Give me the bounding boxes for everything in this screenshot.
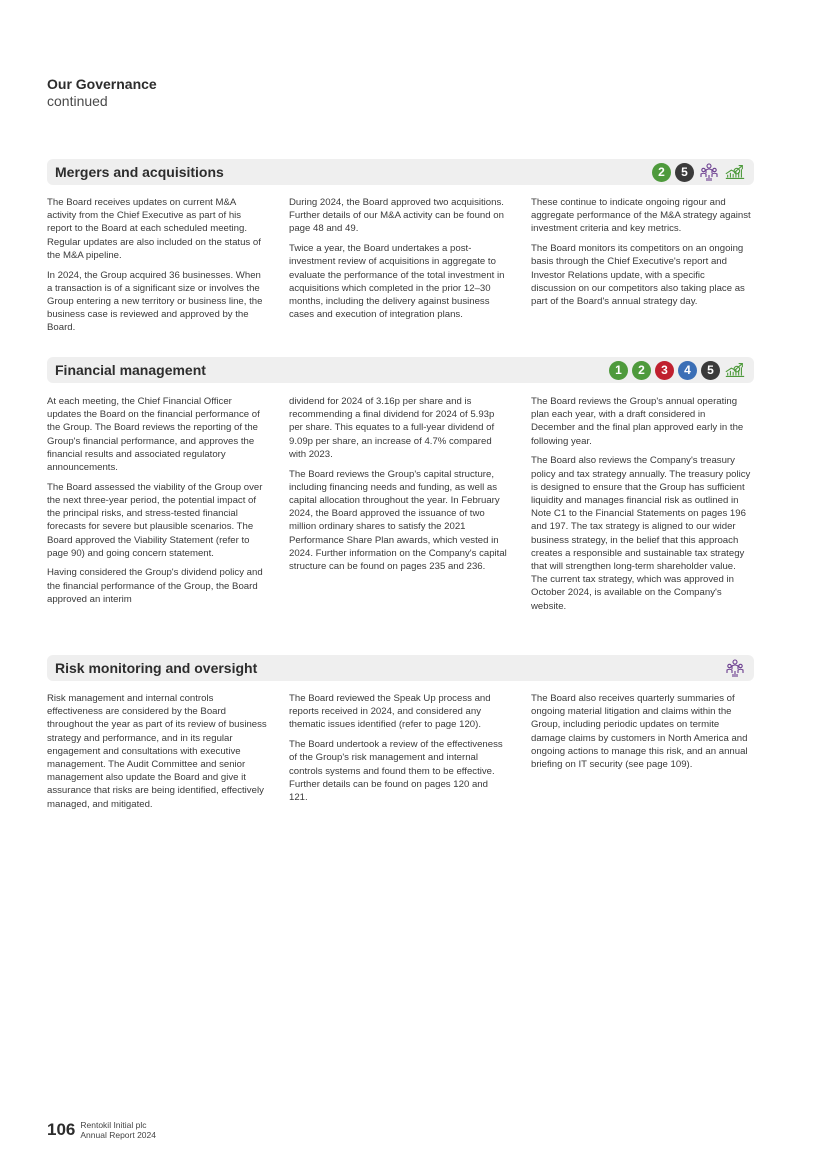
paragraph: The Board reviews the Group's capital structure, including financing needs and funding, as well as capital allocation throughout the year. In February 2024, the Board approved the issuance of two million ordinary shares to satisfy the 2021 Performance Share Plan awards, which vested in 2024. Further information on the Company's capital structure can be found on pages 235 and 236. [289,468,507,572]
financial-col-1 [47,395,267,613]
growth-chart-icon [724,161,746,183]
paragraph: The Board receives updates on current M&A activity from the Chief Executive as part of his report to the Board at each scheduled meeting. Regular updates are also included on the status of the M&A pipeline. [47,197,261,261]
paragraph: Risk management and internal controls effectiveness are considered by the Board throughout the year as part of its review of business strategy and performance, and in its regular engagement and consultations with executive management. The Audit Committee and senior management also update the Board and give it assurance that risks are being identified, effectively managed, and mitigated. [47,693,267,810]
paragraph: At each meeting, the Chief Financial Officer updates the Board on the financial performance of the Group. The Board reviews the reporting of the Group's financial performance, and approves the financial results and associated regulatory announcements. [47,396,260,474]
badge-2: 2 [632,361,651,380]
report-name: Annual Report 2024 [80,1130,156,1140]
mergers-col-2 [289,196,509,328]
section-header-financial [47,357,754,383]
paragraph: The Board monitors its competitors on an ongoing basis through the Chief Executive's report and Investor Relations update, with a specific discussion on our competitors also taking place as part of the Board's annual strategy day. [531,243,745,307]
people-group-icon [698,161,720,183]
risk-col-2 [289,692,509,811]
section-header-mergers [47,159,754,185]
paragraph: The Board reviewed the Speak Up process and reports received in 2024, and considered any thematic issues identified (refer to page 120). [289,693,491,731]
financial-col-3 [531,395,751,619]
paragraph: Twice a year, the Board undertakes a post-investment review of acquisitions in aggregate to evaluate the performance of the total investment in acquisitions which completed in the prior 12–30 months, including the delivery against business cases and execution of integration plans. [289,243,505,321]
footer-meta [80,1120,156,1140]
paragraph: In 2024, the Group acquired 36 businesses. When a transaction is of a significant size or involves the Group entering a new territory or business line, the business case is reviewed and approved by the Board. [47,269,263,334]
growth-chart-icon [724,359,746,381]
risk-col-3 [531,692,751,778]
badge-3: 3 [655,361,674,380]
section-header-risk [47,655,754,681]
mergers-col-1 [47,196,267,341]
paragraph: Having considered the Group's dividend policy and the financial performance of the Group, the Board approved an interim [47,567,263,605]
badge-2: 2 [652,163,671,182]
page-footer [47,1120,156,1140]
badge-1: 1 [609,361,628,380]
paragraph: These continue to indicate ongoing rigour and aggregate performance of the M&A strategy against investment criteria and key metrics. [531,197,751,235]
badge-5: 5 [675,163,694,182]
badge-5: 5 [701,361,720,380]
badge-4: 4 [678,361,697,380]
section-title: Mergers and acquisitions [55,164,224,180]
paragraph: The Board assessed the viability of the Group over the next three-year period, the potential impact of the principal risks, and stress-tested financial forecasts for severe but plausible scenarios. The Board approved the Viability Statement (refer to page 90) and going concern statement. [47,481,263,559]
section-title: Risk monitoring and oversight [55,660,258,676]
strategy-badges [609,359,746,381]
section-title: Financial management [55,362,206,378]
page-title: Our Governance [47,76,157,92]
strategy-badges [724,657,746,679]
paragraph: dividend for 2024 of 3.16p per share and is recommending a final dividend for 2024 of 5.93p per share. This equates to a full-year dividend of 9.09p per share, an increase of 4.7% compared with 2023. [289,396,495,460]
financial-col-2 [289,395,509,580]
paragraph: The Board also receives quarterly summaries of ongoing material litigation and claims within the Group, including periodic updates on termite damage claims by customers in North America and ongoing actions to manage this risk, and an annual briefing on IT security (see page 109). [531,693,748,771]
page-header [47,76,157,110]
people-group-icon [724,657,746,679]
page-number: 106 [47,1120,76,1139]
strategy-badges [652,161,746,183]
page-subtitle: continued [47,93,108,109]
company-name: Rentokil Initial plc [80,1120,147,1130]
risk-col-1 [47,692,267,817]
paragraph: The Board undertook a review of the effectiveness of the Group's risk management and internal controls systems and found them to be effective. Further details can be found on pages 120 and 121. [289,739,503,803]
mergers-col-3 [531,196,751,315]
paragraph: During 2024, the Board approved two acquisitions. Further details of our M&A activity can be found on page 48 and 49. [289,197,504,235]
paragraph: The Board reviews the Group's annual operating plan each year, with a draft considered in December and the final plan approved early in the following year. [531,396,744,447]
paragraph: The Board also reviews the Company's treasury policy and tax strategy annually. The treasury policy is designed to ensure that the Group has sufficient liquidity and manages financial risk as outlined in Note C1 to the Financial Statements on pages 196 and 197. The tax strategy is aligned to our wider business strategy, in the belief that this approach creates a responsible and sustainable tax strategy that will strengthen long-term shareholder value. The current tax strategy, which was approved in October 2024, is available on the Company's website. [531,455,751,612]
